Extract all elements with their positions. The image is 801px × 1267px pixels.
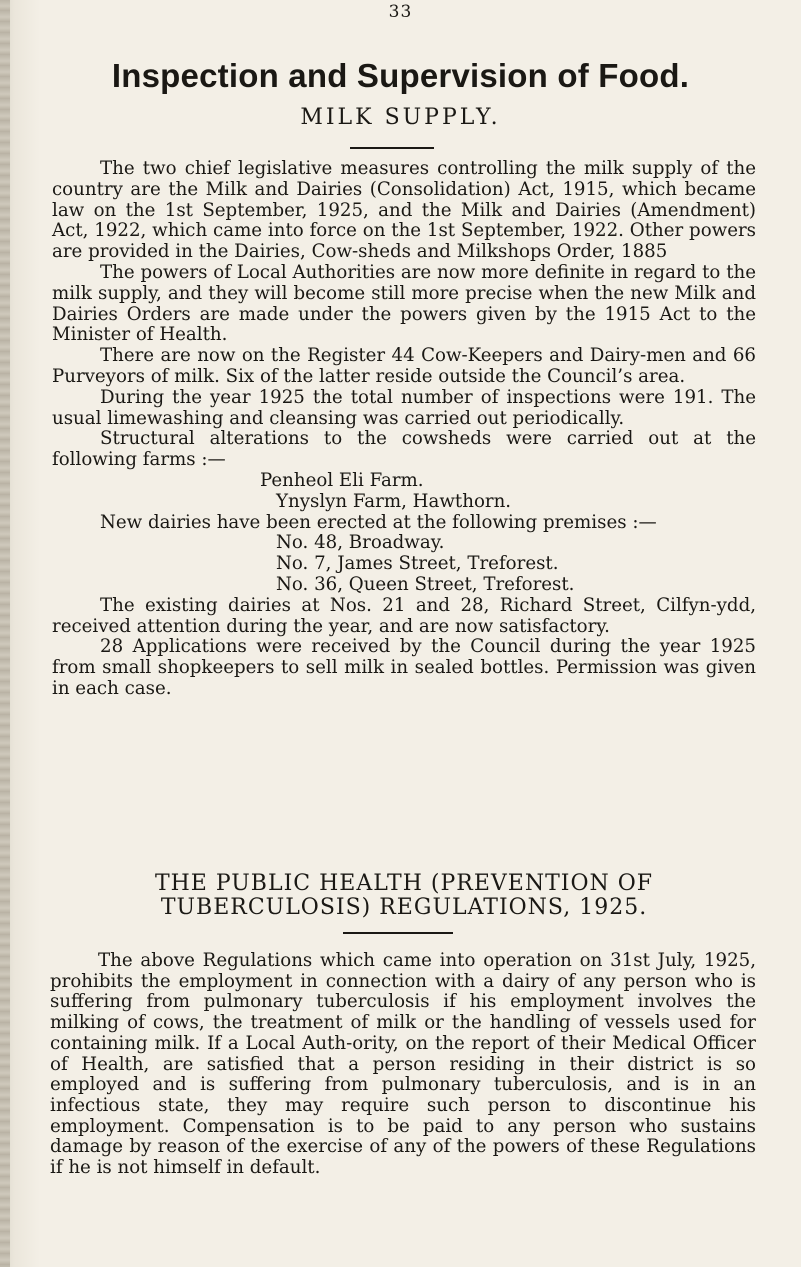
premises-list-item: No. 36, Queen Street, Treforest. (276, 573, 575, 595)
paragraph: The two chief legislative measures controlling the milk supply of the country are the Milk and Dairies (Consolidation) Act, 1915, which became law on the 1st September, 1925, and the Milk and Dairies (Amendment) Act, 1922, which came into force on the 1st September, 1922. Other powers are provided in the Dairies, Cow-sheds and Milkshops Order, 1885 (52, 158, 756, 263)
section-subtitle: MILK SUPPLY. (300, 105, 501, 130)
page-number: 33 (388, 2, 413, 22)
section-heading (52, 872, 756, 920)
paragraph: 28 Applications were received by the Council during the year 1925 from small shopkeepers to sell milk in sealed bottles. Permission was given in each case. (52, 636, 756, 699)
section-heading-line: TUBERCULOSIS) REGULATIONS, 1925. (160, 895, 648, 920)
premises-list-item: No. 7, James Street, Treforest. (276, 553, 559, 575)
paragraph: The existing dairies at Nos. 21 and 28, Richard Street, Cilfyn-ydd, received attention during the year, and are now satisfactory. (52, 594, 756, 637)
farm-list-item: Ynyslyn Farm, Hawthorn. (276, 490, 512, 512)
premises-list-item: No. 48, Broadway. (276, 532, 445, 554)
section-heading-divider (343, 932, 453, 934)
paragraph: During the year 1925 the total number of inspections were 191. The usual limewashing and cleansing was carried out periodically. (52, 386, 756, 429)
milk-supply-body (52, 159, 756, 700)
regulations-body (50, 951, 756, 1179)
paragraph: The above Regulations which came into operation on 31st July, 1925, prohibits the employment in connection with a dairy of any person who is suffering from pulmonary tuberculosis if his employment involves the milking of cows, the treatment of milk or the handling of vessels used for containing milk. If a Local Auth-ority, on the report of their Medical Officer of Health, are satisfied that a person residing in their district is so employed and is suffering from pulmonary tuberculosis, and is in an infectious state, they may require such person to discontinue his employment. Compensation is to be paid to any person who sustains damage by reason of the exercise of any of the powers of these Regulations if he is not himself in default. (50, 950, 756, 1179)
paragraph: New dairies have been erected at the following premises :— (100, 511, 657, 533)
paragraph: The powers of Local Authorities are now more definite in regard to the milk supply, and they will become still more precise when the new Milk and Dairies Orders are made under the powers given by the 1915 Act to the Minister of Health. (52, 261, 756, 346)
page-title: Inspection and Supervision of Food. (111, 57, 690, 94)
page-binding-edge (0, 0, 10, 1267)
farm-list-item: Penheol Eli Farm. (260, 469, 424, 491)
paragraph: There are now on the Register 44 Cow-Keepers and Dairy-men and 66 Purveyors of milk. Six of the latter reside outside the Council’s area. (52, 345, 756, 387)
section-heading-line: THE PUBLIC HEALTH (PREVENTION OF (154, 871, 654, 896)
paragraph: Structural alterations to the cowsheds were carried out at the following farms :— (52, 428, 756, 471)
subtitle-divider (350, 147, 434, 149)
